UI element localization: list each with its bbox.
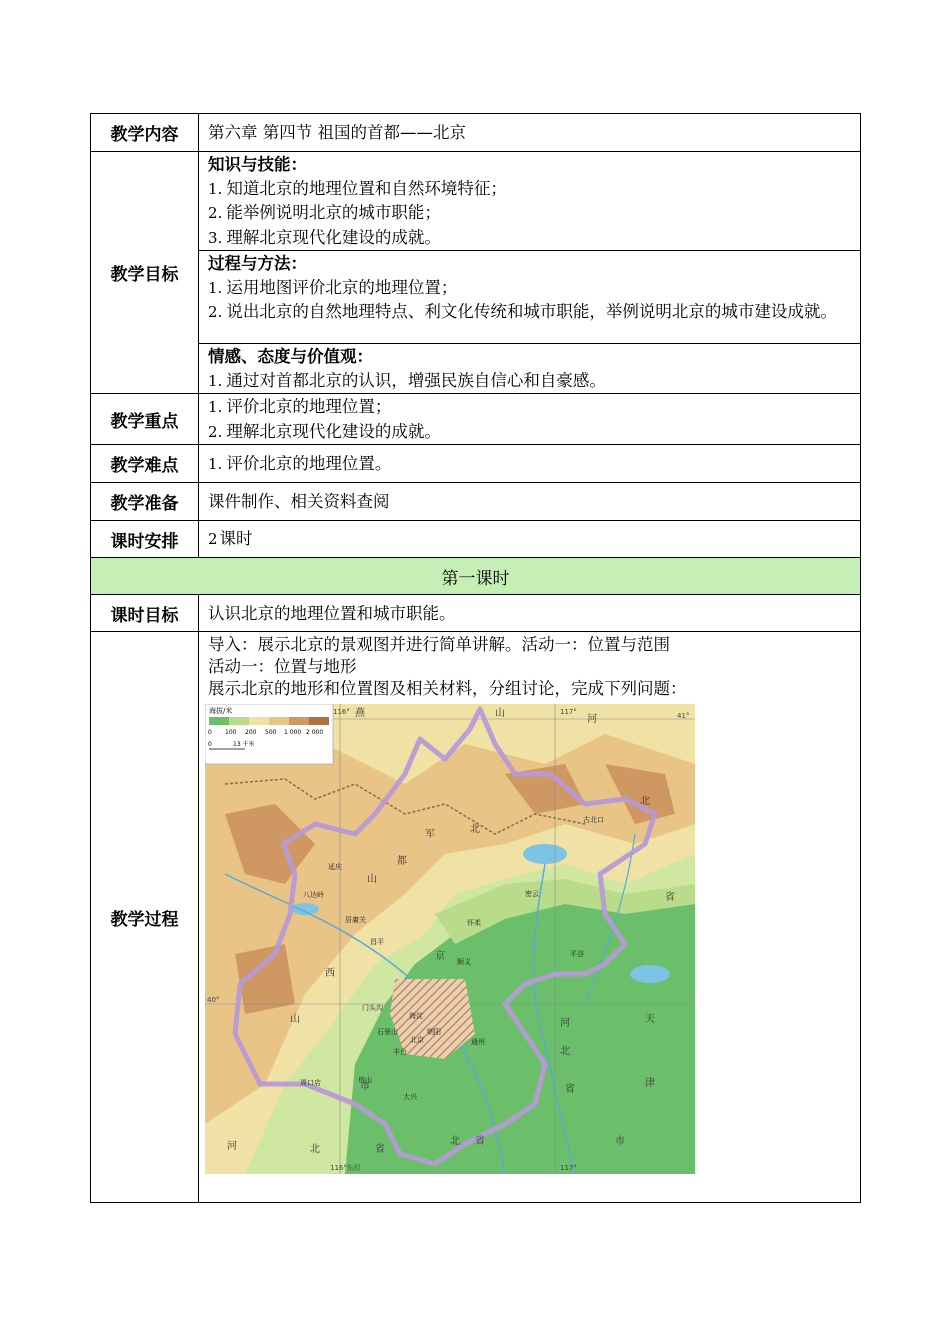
svg-text:顺义: 顺义 — [457, 958, 471, 966]
beijing-topographic-map — [205, 704, 695, 1174]
prep-label: 教学准备 — [91, 483, 199, 521]
svg-text:通州: 通州 — [471, 1038, 485, 1046]
svg-text:居庸关: 居庸关 — [345, 916, 366, 924]
svg-text:2 000: 2 000 — [306, 729, 324, 736]
svg-text:山: 山 — [367, 874, 377, 885]
svg-text:津: 津 — [645, 1078, 655, 1089]
svg-text:40°: 40° — [207, 996, 220, 1004]
svg-text:河: 河 — [227, 1141, 237, 1152]
svg-text:116°东经: 116°东经 — [330, 1164, 361, 1172]
svg-text:古北口: 古北口 — [583, 816, 604, 824]
svg-text:密云: 密云 — [525, 890, 539, 898]
svg-text:北: 北 — [470, 824, 480, 835]
list-item: 2. 说出北京的自然地理特点、利文化传统和城市职能，举例说明北京的城市建设成就。 — [208, 302, 837, 321]
svg-text:41°: 41° — [677, 712, 690, 720]
svg-text:山: 山 — [495, 708, 505, 719]
svg-text:门头沟: 门头沟 — [362, 1004, 383, 1012]
list-item: 3. 理解北京现代化建设的成就。 — [208, 227, 441, 247]
svg-text:13 千米: 13 千米 — [233, 741, 255, 748]
lesson-plan-table — [90, 113, 861, 1203]
svg-text:市: 市 — [360, 1081, 370, 1092]
goals-emotion — [199, 344, 860, 393]
svg-text:117°: 117° — [560, 1164, 577, 1172]
svg-text:延庆: 延庆 — [328, 863, 342, 871]
svg-text:周口店: 周口店 — [300, 1079, 321, 1087]
map-legend — [205, 704, 333, 764]
svg-text:石景山: 石景山 — [377, 1028, 398, 1036]
process-heading: 过程与方法： — [208, 254, 307, 273]
difficulty-label: 教学难点 — [91, 445, 199, 483]
svg-text:京: 京 — [435, 951, 445, 962]
list-item: 1. 运用地图评价北京的地理位置； — [208, 277, 458, 297]
svg-text:北: 北 — [560, 1046, 570, 1057]
svg-text:北京: 北京 — [410, 1036, 424, 1044]
svg-text:河: 河 — [560, 1018, 570, 1029]
svg-text:0: 0 — [208, 741, 212, 748]
svg-text:房山: 房山 — [358, 1076, 372, 1084]
goals-process — [199, 251, 860, 325]
content-value: 第六章 第四节 祖国的首都——北京 — [208, 123, 466, 143]
list-item: 1. 通过对首都北京的认识，增强民族自信心和自豪感。 — [208, 370, 606, 390]
svg-text:0: 0 — [208, 729, 212, 736]
svg-text:大兴: 大兴 — [403, 1093, 417, 1101]
svg-text:北: 北 — [640, 796, 650, 807]
svg-text:省: 省 — [665, 892, 675, 903]
process-line: 活动一：位置与地形 — [208, 657, 357, 676]
schedule-value: 2 课时 — [208, 529, 253, 549]
goals-knowledge — [199, 152, 860, 250]
key-points — [199, 394, 860, 444]
svg-text:116°: 116° — [333, 708, 350, 716]
svg-text:省: 省 — [565, 1084, 575, 1095]
reservoir — [630, 965, 670, 983]
svg-text:西: 西 — [325, 968, 335, 979]
schedule-label: 课时安排 — [91, 521, 199, 558]
emotion-heading: 情感、态度与价值观： — [208, 347, 373, 366]
list-item: 2. 能举例说明北京的城市职能； — [208, 203, 441, 222]
prep-value: 课件制作、相关资料查阅 — [208, 492, 390, 512]
svg-text:山: 山 — [290, 1014, 300, 1025]
list-item: 1. 评价北京的地理位置； — [208, 397, 392, 416]
lesson-goal-label: 课时目标 — [91, 595, 199, 632]
process-text — [199, 632, 860, 700]
svg-text:北: 北 — [450, 1136, 460, 1147]
process-label: 教学过程 — [91, 632, 199, 1203]
difficulty-points: 1. 评价北京的地理位置。 — [208, 453, 392, 473]
list-item: 1. 知道北京的地理位置和自然环境特征； — [208, 178, 507, 198]
svg-text:河: 河 — [587, 714, 597, 725]
goals-label: 教学目标 — [91, 152, 199, 394]
content-label: 教学内容 — [91, 114, 199, 152]
svg-text:117°: 117° — [560, 708, 577, 716]
lesson-header: 第一课时 — [91, 558, 861, 595]
svg-text:海淀: 海淀 — [409, 1012, 423, 1020]
guanting-reservoir — [291, 903, 319, 915]
svg-text:平谷: 平谷 — [570, 950, 584, 958]
svg-text:军: 军 — [425, 829, 435, 840]
svg-text:省: 省 — [375, 1144, 385, 1155]
svg-text:燕: 燕 — [355, 708, 365, 719]
svg-text:朝阳: 朝阳 — [427, 1028, 441, 1036]
svg-text:500: 500 — [265, 729, 277, 736]
svg-text:都: 都 — [397, 856, 407, 867]
svg-text:200: 200 — [245, 729, 257, 736]
svg-text:海拔/米: 海拔/米 — [209, 707, 233, 715]
svg-text:丰台: 丰台 — [393, 1048, 407, 1056]
svg-text:怀柔: 怀柔 — [467, 919, 481, 927]
svg-text:市: 市 — [615, 1136, 625, 1147]
process-line: 导入：展示北京的景观图并进行简单讲解。活动一：位置与范围 — [208, 635, 670, 654]
svg-text:八达岭: 八达岭 — [303, 891, 324, 899]
svg-text:100: 100 — [225, 729, 237, 736]
svg-text:天: 天 — [645, 1014, 655, 1025]
miyun-reservoir — [523, 844, 567, 864]
knowledge-heading: 知识与技能： — [208, 155, 307, 174]
list-item: 2. 理解北京现代化建设的成就。 — [208, 421, 441, 441]
process-line: 展示北京的地形和位置图及相关材料，分组讨论，完成下列问题： — [208, 679, 687, 698]
svg-text:1 000: 1 000 — [284, 729, 302, 736]
key-label: 教学重点 — [91, 394, 199, 445]
lesson-goal-value: 认识北京的地理位置和城市职能。 — [208, 603, 456, 623]
svg-text:北: 北 — [310, 1144, 320, 1155]
svg-text:昌平: 昌平 — [370, 938, 384, 946]
svg-text:省: 省 — [475, 1136, 485, 1147]
